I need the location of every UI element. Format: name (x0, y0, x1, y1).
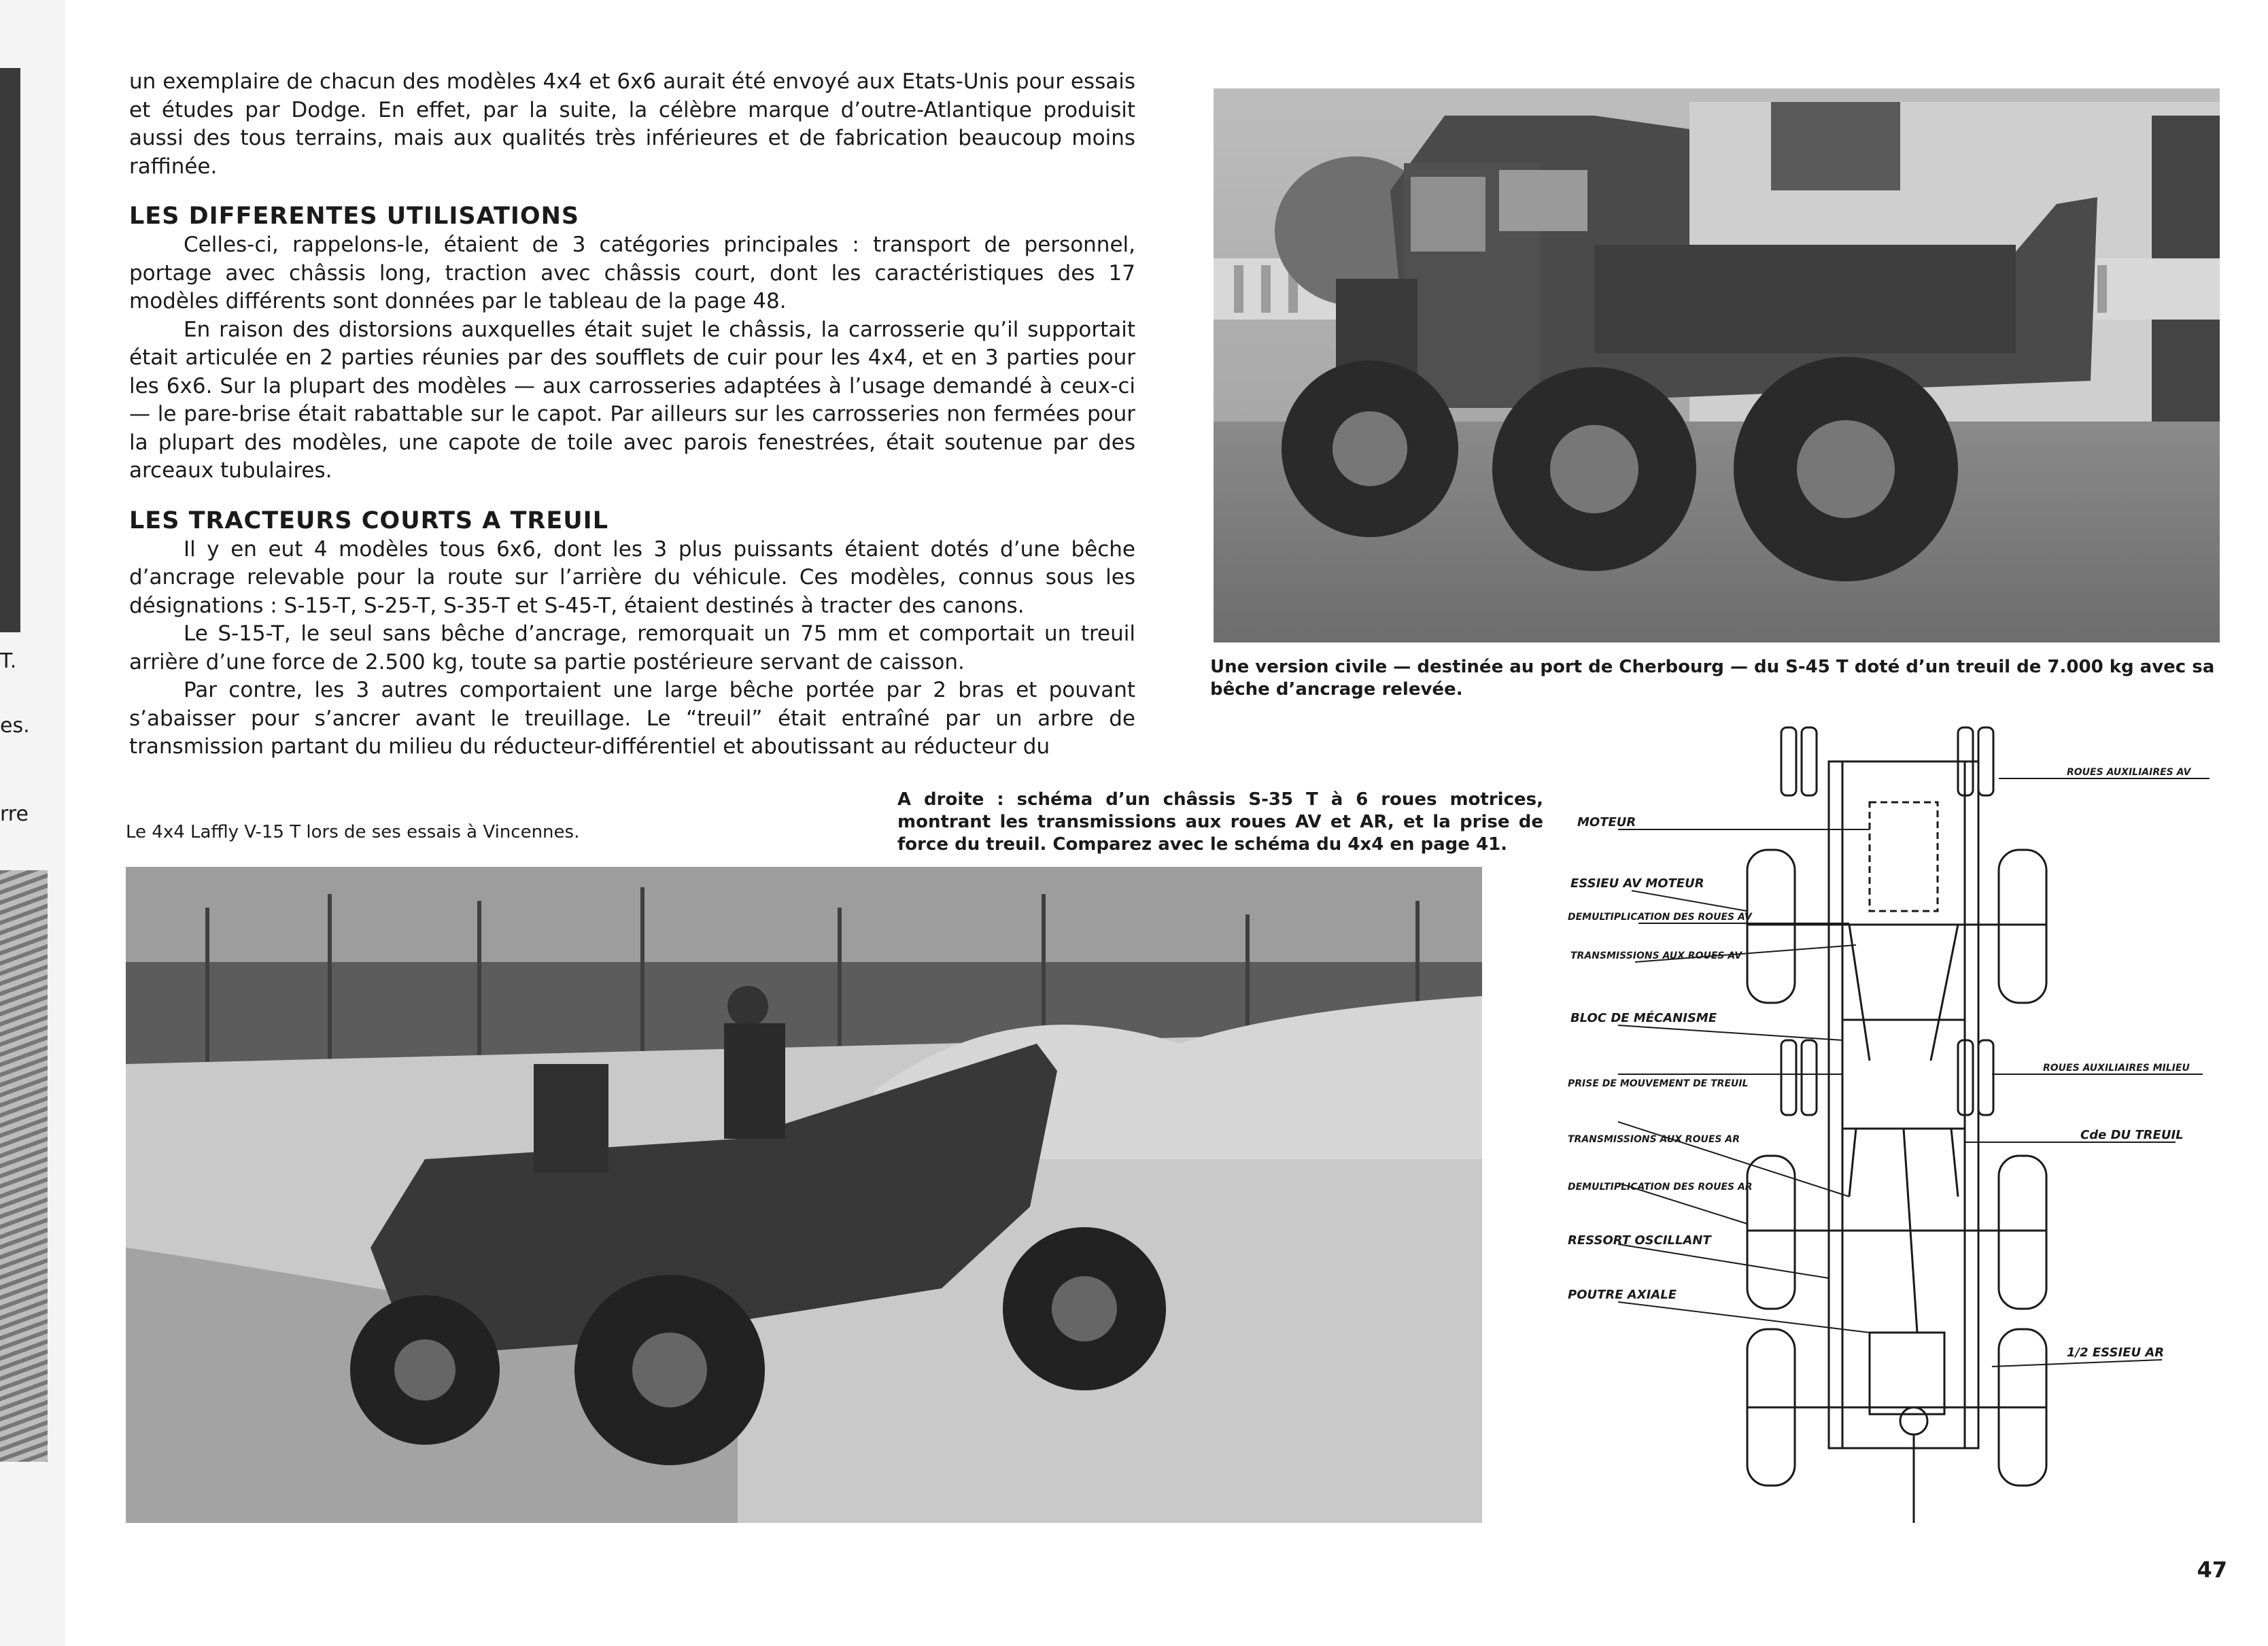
page-number: 47 (2197, 1557, 2227, 1583)
label-ressort: RESSORT OSCILLANT (1568, 1233, 1711, 1248)
intro-paragraph: un exemplaire de chacun des modèles 4x4 et 6x6 aurait été envoyé aux Etats-Unis pour essais et études par Dodge. En effet, par la suite, la célèbre marque d’outre-Atlantique produisit aussi des tous terrains, mais aux qualités très inférieures et de fabrication beaucoup moins raffinée. (129, 69, 1135, 179)
paragraph: En raison des distorsions auxquelles était sujet le châssis, la carrosserie qu’il supportait était articulée en 2 parties réunies par des soufflets de cuir pour les 4x4, et en 3 parties pour les 6x6. Sur la plupart des modèles — aux carrosseries adaptées à l’usage demandé à ceux-ci — le pare-brise était rabattable sur le capot. Par ailleurs sur les carrosseries non fermées pour la plupart des modèles, une capote de toile avec parois fenestrées, était soutenue par des arceaux tubulaires. (129, 317, 1135, 483)
paragraph: Par contre, les 3 autres comportaient une large bêche portée par 2 bras et pouvant s’abaisser pour s’ancrer avant le treuillage. Le “treuil” était entraîné par un arbre de transmission partant du milieu du réducteur-différentiel et aboutissant au réducteur du (129, 678, 1135, 759)
label-demultiplication-av: DEMULTIPLICATION DES ROUES AV (1568, 912, 1752, 923)
margin-fragment: rre (0, 802, 29, 826)
chassis-diagram (1523, 721, 2210, 1530)
truck-photo-caption: Une version civile — destinée au port de Cherbourg — du S-45 T doté d’un treuil de 7.000 kg avec sa bêche d’ancrage relevée. (1210, 657, 2215, 700)
facing-page-photo-edge (0, 870, 48, 1462)
paragraph: Celles-ci, rappelons-le, étaient de 3 catégories principales : transport de personnel, portage avec châssis long, traction avec châssis court, dont les caractéristiques des 17 modèles différents sont données par le tableau de la page 48. (129, 233, 1135, 313)
margin-fragment: es. (0, 714, 30, 738)
label-prise-mouvement: PRISE DE MOUVEMENT DE TREUIL (1568, 1078, 1749, 1089)
label-cde-treuil: Cde DU TREUIL (2080, 1128, 2184, 1142)
label-bloc-mecanisme: BLOC DE MÉCANISME (1570, 1011, 1717, 1025)
margin-fragment: T. (0, 649, 17, 673)
label-transmissions-ar: TRANSMISSIONS AUX ROUES AR (1568, 1134, 1740, 1145)
label-essieu-av-moteur: ESSIEU AV MOTEUR (1570, 876, 1704, 891)
chassis-diagram-svg (1523, 721, 2210, 1530)
article-column (129, 68, 1135, 761)
paragraph: Il y en eut 4 modèles tous 6x6, dont les 3 plus puissants étaient dotés d’une bêche d’ancrage relevable pour la route sur l’arrière du véhicule. Ces modèles, connus sous les désignations : S-15-T, S-25-T, S-35-T et S-45-T, étaient destinés à tracter des canons. (129, 536, 1135, 618)
paragraph: Le S-15-T, le seul sans bêche d’ancrage, remorquait un 75 mm et comportait un treuil arrière d’une force de 2.500 kg, toute sa partie postérieure servant de caisson. (129, 621, 1135, 674)
section-heading-tracteurs: LES TRACTEURS COURTS A TREUIL (129, 507, 609, 534)
label-transmissions-av: TRANSMISSIONS AUX ROUES AV (1570, 950, 1742, 961)
truck-photo-illustration (1214, 88, 2220, 642)
label-roues-aux-av: ROUES AUXILIAIRES AV (2067, 767, 2191, 778)
label-moteur: MOTEUR (1577, 815, 1636, 829)
truck-photo (1214, 88, 2220, 642)
facing-page-edge (0, 0, 65, 1646)
laffly-photo-caption: Le 4x4 Laffly V-15 T lors de ses essais à Vincennes. (126, 822, 580, 842)
label-demi-essieu: 1/2 ESSIEU AR (2067, 1345, 2165, 1360)
schema-caption: A droite : schéma d’un châssis S-35 T à 6 roues motrices, montrant les transmissions aux roues AV et AR, et la prise de force du treuil. Comparez avec le schéma du 4x4 en page 41. (897, 789, 1543, 855)
label-poutre: POUTRE AXIALE (1568, 1288, 1677, 1302)
label-demultiplication-ar: DEMULTIPLICATION DES ROUES AR (1568, 1182, 1753, 1193)
section-heading-utilisations: LES DIFFERENTES UTILISATIONS (129, 203, 580, 230)
laffly-photo (126, 867, 1482, 1523)
laffly-photo-illustration (126, 867, 1482, 1523)
facing-page-shadow (0, 68, 20, 632)
label-roues-aux-milieu: ROUES AUXILIAIRES MILIEU (2043, 1063, 2190, 1074)
